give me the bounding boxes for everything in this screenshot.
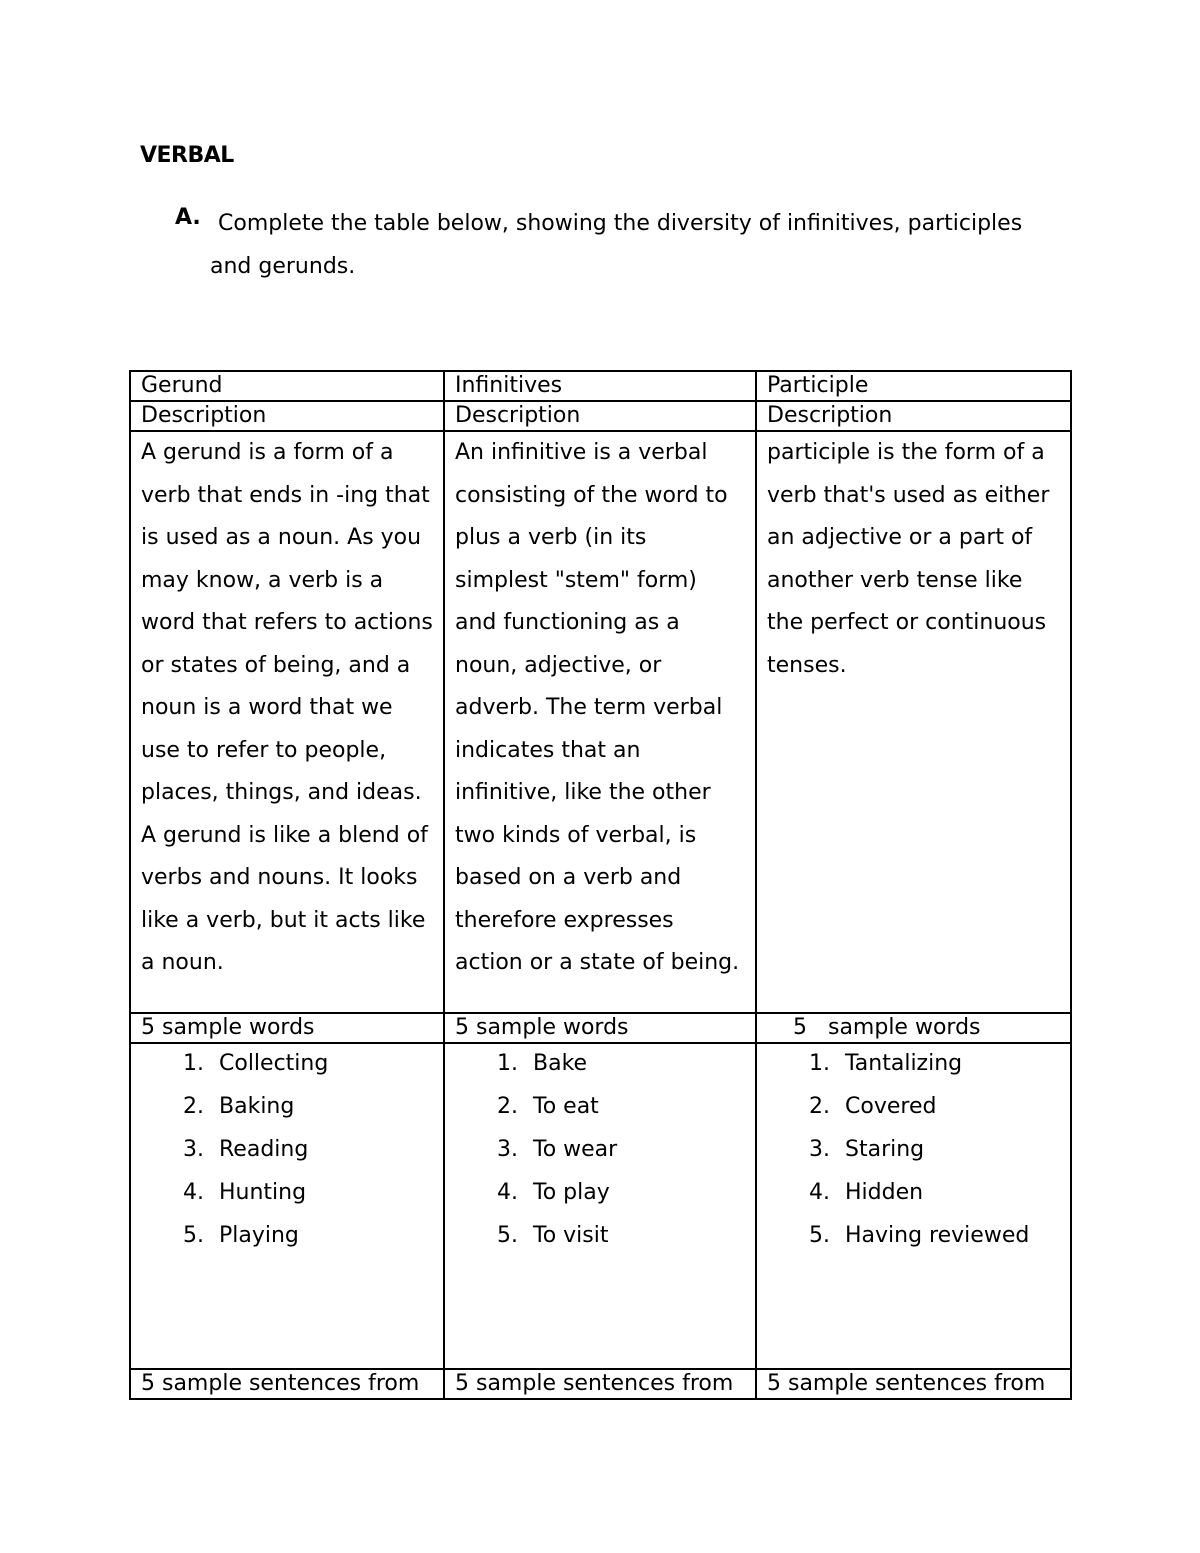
sample-words-list-infinitives [455,1042,745,1257]
samples-cell-participle [756,1043,1071,1369]
description-participle: participle is the form of a verb that's used as either an adjective or a part of another verb tense like the perfect or continuous tenses. [756,431,1071,1013]
sample-words-label-row [130,1013,1071,1043]
list-item: 2. Baking [211,1085,433,1128]
header-infinitives: Infinitives [444,371,756,401]
list-item: 3. Staring [837,1128,1060,1171]
list-item: 4. Hunting [211,1171,433,1214]
table-header-row [130,371,1071,401]
list-item: 2. To eat [525,1085,745,1128]
sentences-label-gerund: 5 sample sentences from [130,1369,444,1399]
description-gerund: A gerund is a form of a verb that ends in -ing that is used as a noun. As you may know, a verb is a word that refers to actions or states of being, and a noun is a word that we use to refer to people, places, things, and ideas. A gerund is like a blend of verbs and nouns. It looks like a verb, but it acts like a noun. [130,431,444,1013]
list-item: 1. Tantalizing [837,1042,1060,1085]
samples-label-infinitives: 5 sample words [444,1013,756,1043]
description-label-infinitives: Description [444,401,756,431]
list-item: 5. To visit [525,1214,745,1257]
sample-sentences-label-row [130,1369,1071,1399]
list-item: 1. Bake [525,1042,745,1085]
list-item: 4. Hidden [837,1171,1060,1214]
description-infinitives: An infinitive is a verbal consisting of the word to plus a verb (in its simplest "stem" form) and functioning as a noun, adjective, or adverb. The term verbal indicates that an infinitive, like the other two kinds of verbal, is based on a verb and therefore expresses action or a state of being. [444,431,756,1013]
sample-words-list-gerund [141,1042,433,1257]
list-item: 5. Having reviewed [837,1214,1060,1257]
header-participle: Participle [756,371,1071,401]
instruction-letter: A. [175,205,201,230]
instruction-text: Complete the table below, showing the diversity of infinitives, participles and gerunds. [210,211,1023,279]
list-item: 3. To wear [525,1128,745,1171]
samples-cell-infinitives [444,1043,756,1369]
verbal-table [129,370,1072,1400]
list-item: 1. Collecting [211,1042,433,1085]
list-item: 2. Covered [837,1085,1060,1128]
list-item: 5. Playing [211,1214,433,1257]
sample-words-row [130,1043,1071,1369]
description-label-participle: Description [756,401,1071,431]
list-item: 3. Reading [211,1128,433,1171]
samples-cell-gerund [130,1043,444,1369]
page-heading: VERBAL [140,143,234,168]
sentences-label-infinitives: 5 sample sentences from [444,1369,756,1399]
description-label-gerund: Description [130,401,444,431]
samples-label-participle: 5 sample words [756,1013,1071,1043]
header-gerund: Gerund [130,371,444,401]
description-row [130,431,1071,1013]
sentences-label-participle: 5 sample sentences from [756,1369,1071,1399]
sample-words-list-participle [767,1042,1060,1257]
samples-label-gerund: 5 sample words [130,1013,444,1043]
description-label-row [130,401,1071,431]
list-item: 4. To play [525,1171,745,1214]
